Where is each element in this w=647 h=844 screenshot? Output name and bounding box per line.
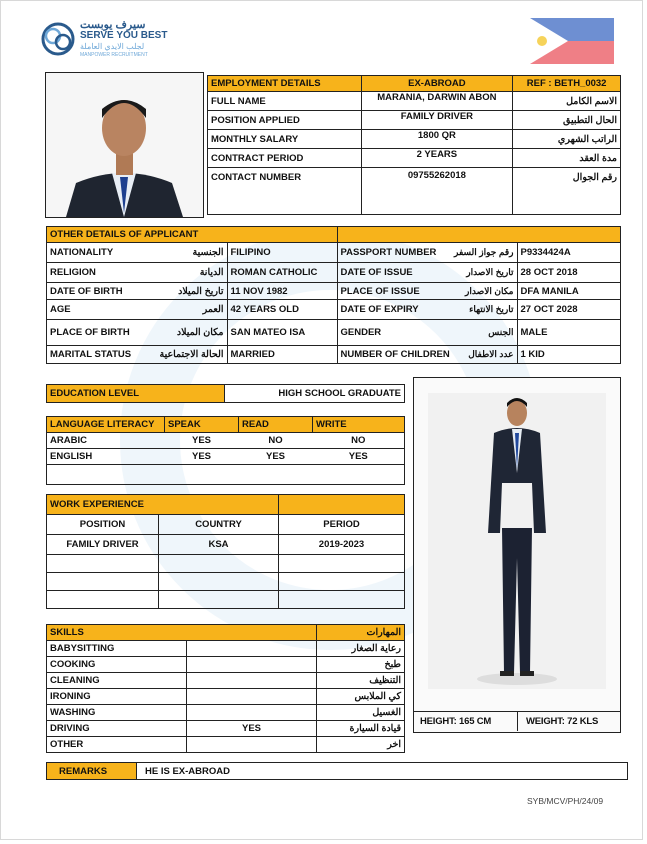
skill-cooking-arabic: طبخ [317, 657, 405, 673]
height-value: HEIGHT: 165 CM [414, 712, 518, 731]
brand-arabic-name: سيرف يوبست [80, 19, 146, 31]
place-of-issue-arabic: مكان الاصدار [465, 285, 514, 296]
place-of-birth-arabic: مكان الميلاد [157, 320, 228, 346]
skill-cooking-value [187, 657, 317, 673]
position-applied-arabic: الحال التطبيق [513, 111, 621, 130]
education-table [46, 384, 405, 403]
date-of-issue-label: DATE OF ISSUE [340, 267, 413, 278]
position-applied-label: POSITION APPLIED [208, 111, 362, 130]
skill-babysitting-value [187, 641, 317, 657]
date-of-birth-label: DATE OF BIRTH [47, 283, 157, 300]
table-row [47, 555, 159, 573]
nationality-value: FILIPINO [227, 243, 337, 263]
marital-status-label: MARITAL STATUS [47, 346, 157, 364]
company-logo [40, 18, 180, 62]
date-of-birth-value: 11 NOV 1982 [227, 283, 337, 300]
work-row-1-period: 2019-2023 [279, 535, 405, 555]
children-arabic: عدد الاطفال [468, 349, 514, 359]
contact-number-label: CONTACT NUMBER [208, 168, 362, 215]
work-col-country: COUNTRY [159, 515, 279, 535]
skill-cooking: COOKING [47, 657, 187, 673]
language-header: LANGUAGE LITERACY [47, 417, 165, 433]
employment-status: EX-ABROAD [361, 76, 513, 92]
skill-driving-value: YES [187, 721, 317, 737]
language-english: ENGLISH [47, 449, 165, 465]
education-value: HIGH SCHOOL GRADUATE [225, 385, 405, 403]
english-write: YES [313, 449, 405, 465]
skill-cleaning-value [187, 673, 317, 689]
table-cell [279, 591, 405, 609]
monthly-salary-value: 1800 QR [361, 130, 513, 149]
place-of-issue-label: PLACE OF ISSUE [340, 285, 420, 297]
skill-cleaning-arabic: التنظيف [317, 673, 405, 689]
remarks-table [46, 762, 628, 780]
skill-ironing-value [187, 689, 317, 705]
passport-number-label: PASSPORT NUMBER [340, 247, 437, 258]
contact-number-value: 09755262018 [361, 168, 513, 215]
education-label: EDUCATION LEVEL [47, 385, 225, 403]
marital-status-value: MARRIED [227, 346, 337, 364]
skill-driving: DRIVING [47, 721, 187, 737]
skill-babysitting: BABYSITTING [47, 641, 187, 657]
skill-other-arabic: اخر [317, 737, 405, 753]
remarks-label: REMARKS [47, 763, 137, 780]
date-of-expiry-value: 27 OCT 2028 [517, 300, 621, 320]
children-label: NUMBER OF CHILDREN [340, 349, 450, 360]
nationality-label: NATIONALITY [47, 243, 157, 263]
full-name-arabic: الاسم الكامل [513, 92, 621, 111]
philippines-flag-icon [530, 18, 614, 64]
skill-other: OTHER [47, 737, 187, 753]
contract-period-arabic: مدة العقد [513, 149, 621, 168]
language-table [46, 416, 405, 485]
table-cell [159, 591, 279, 609]
skill-ironing: IRONING [47, 689, 187, 705]
brand-arabic-sub: لجلب الايدي العاملة [80, 42, 145, 51]
english-speak: YES [165, 449, 239, 465]
arabic-write: NO [313, 433, 405, 449]
full-body-photo [414, 383, 620, 693]
place-of-birth-label: PLACE OF BIRTH [47, 320, 157, 346]
age-value: 42 YEARS OLD [227, 300, 337, 320]
position-applied-value: FAMILY DRIVER [361, 111, 513, 130]
skills-table [46, 624, 405, 753]
skill-washing-value [187, 705, 317, 721]
document-code: SYB/MCV/PH/24/09 [527, 796, 604, 806]
language-empty-row [47, 465, 405, 485]
table-row [47, 573, 159, 591]
english-read: YES [239, 449, 313, 465]
passport-number-arabic: رقم جواز السفر [454, 247, 514, 257]
skill-driving-arabic: قيادة السيارة [317, 721, 405, 737]
gender-arabic: الجنس [488, 327, 514, 337]
full-body-photo-frame [413, 377, 621, 733]
passport-photo [45, 72, 204, 218]
skill-other-value [187, 737, 317, 753]
gender-label: GENDER [340, 327, 382, 338]
skills-header: SKILLS [47, 625, 317, 641]
language-arabic: ARABIC [47, 433, 165, 449]
full-name-value: MARANIA, DARWIN ABON [361, 92, 513, 111]
date-of-issue-arabic: تاريخ الاصدار [466, 267, 514, 277]
table-cell [159, 573, 279, 591]
marital-status-arabic: الحالة الاجتماعية [157, 346, 228, 364]
age-label: AGE [47, 300, 157, 320]
speak-header: SPEAK [165, 417, 239, 433]
religion-label: RELIGION [47, 263, 157, 283]
other-details-header: OTHER DETAILS OF APPLICANT [47, 227, 338, 243]
work-experience-header: WORK EXPERIENCE [47, 495, 279, 515]
contract-period-value: 2 YEARS [361, 149, 513, 168]
brand-name: SERVE YOU BEST [80, 30, 168, 41]
work-row-1-position: FAMILY DRIVER [47, 535, 159, 555]
work-row-1-country: KSA [159, 535, 279, 555]
table-cell [159, 555, 279, 573]
work-experience-table [46, 494, 405, 609]
monthly-salary-label: MONTHLY SALARY [208, 130, 362, 149]
work-col-period: PERIOD [279, 515, 405, 535]
age-arabic: العمر [157, 300, 228, 320]
passport-number-value: P9334424A [517, 243, 621, 263]
employment-header-label: EMPLOYMENT DETAILS [208, 76, 362, 92]
table-cell [279, 573, 405, 591]
brand-sub: MANPOWER RECRUITMENT [80, 52, 148, 58]
nationality-arabic: الجنسية [157, 243, 228, 263]
skill-washing: WASHING [47, 705, 187, 721]
skill-babysitting-arabic: رعاية الصغار [317, 641, 405, 657]
religion-arabic: الديانة [157, 263, 228, 283]
remarks-value: HE IS EX-ABROAD [137, 763, 628, 780]
employment-details-table [207, 75, 621, 215]
full-name-label: FULL NAME [208, 92, 362, 111]
skills-header-arabic: المهارات [317, 625, 405, 641]
weight-value: WEIGHT: 72 KLS [526, 716, 599, 727]
gender-value: MALE [517, 320, 621, 346]
skill-ironing-arabic: كي الملابس [317, 689, 405, 705]
skill-washing-arabic: الغسيل [317, 705, 405, 721]
reference-code: REF : BETH_0032 [513, 76, 621, 92]
date-of-expiry-label: DATE OF EXPIRY [340, 304, 419, 315]
logo-emblem-icon [40, 21, 76, 57]
contact-number-arabic: رقم الجوال [513, 168, 621, 215]
place-of-birth-value: SAN MATEO ISA [227, 320, 337, 346]
place-of-issue-value: DFA MANILA [517, 283, 621, 300]
date-of-expiry-arabic: تاريخ الانتهاء [469, 304, 514, 314]
arabic-read: NO [239, 433, 313, 449]
contract-period-label: CONTRACT PERIOD [208, 149, 362, 168]
date-of-issue-value: 28 OCT 2018 [517, 263, 621, 283]
read-header: READ [239, 417, 313, 433]
monthly-salary-arabic: الراتب الشهري [513, 130, 621, 149]
other-details-table [46, 226, 621, 364]
table-row [47, 591, 159, 609]
work-col-position: POSITION [47, 515, 159, 535]
skill-cleaning: CLEANING [47, 673, 187, 689]
table-cell [279, 555, 405, 573]
date-of-birth-arabic: تاريخ الميلاد [157, 283, 228, 300]
write-header: WRITE [313, 417, 405, 433]
religion-value: ROMAN CATHOLIC [227, 263, 337, 283]
arabic-speak: YES [165, 433, 239, 449]
children-value: 1 KID [517, 346, 621, 364]
